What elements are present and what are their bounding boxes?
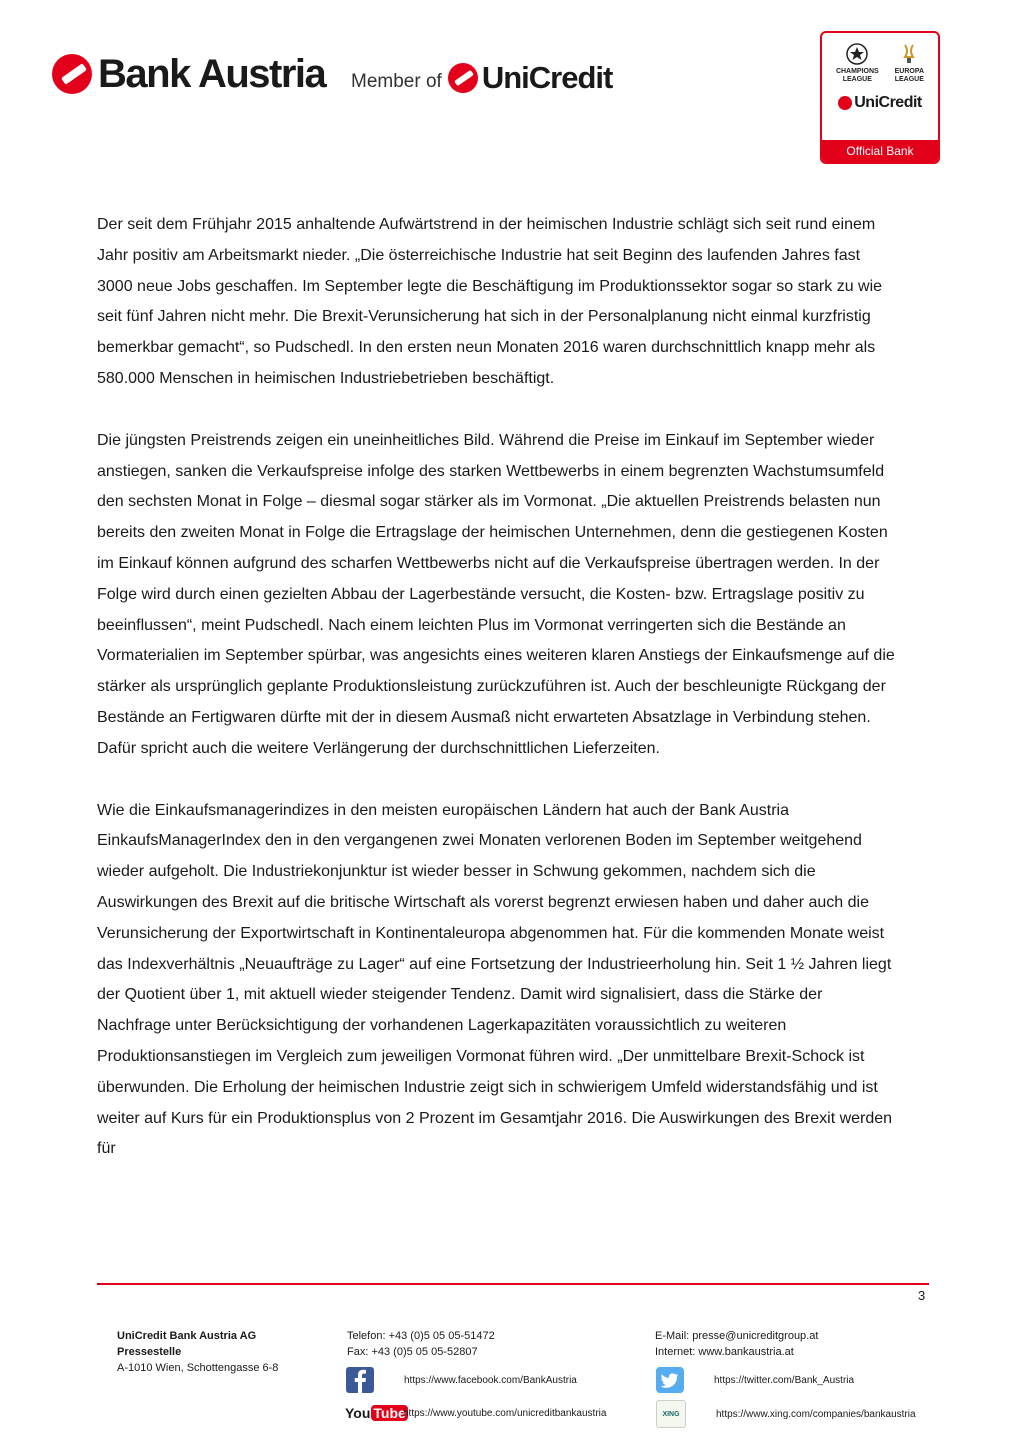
- email[interactable]: E-Mail: presse@unicreditgroup.at: [655, 1330, 819, 1342]
- twitter-link[interactable]: [656, 1367, 854, 1393]
- paragraph-1: Der seit dem Frühjahr 2015 anhaltende Aufwärtstrend in der heimischen Industrie schlägt sich seit rund einem Jahr positiv am Arbeitsmarkt nieder. „Die österreichische Industrie hat seit Beginn des laufenden Jahres fast 3000 neue Jobs geschaffen. Im September legte die Beschäftigung im Produktionssektor sogar so stark zu wie seit fünf Jahren nicht mehr. Die Brexit-Verunsicherung hat sich in der Personalplanung nicht einmal kurzfristig bemerkbar gemacht“, so Pudschedl. In den ersten neun Monaten 2016 waren durchschnittlich knapp mehr als 580.000 Menschen in heimischen Industriebetrieben beschäftigt.: [97, 216, 883, 387]
- xing-icon: XING: [656, 1400, 686, 1428]
- unicredit-mark-icon: [52, 54, 92, 94]
- facebook-icon: [346, 1367, 374, 1393]
- unicredit-mark-icon: [448, 63, 478, 93]
- phone: Telefon: +43 (0)5 05 05-51472: [347, 1330, 495, 1342]
- page-number: 3: [918, 1288, 926, 1303]
- star-ball-icon: [846, 43, 868, 65]
- address: A-1010 Wien, Schottengasse 6-8: [117, 1362, 279, 1374]
- youtube-url[interactable]: https://www.youtube.com/unicreditbankaustria: [403, 1407, 607, 1419]
- unicredit-mark-icon: [838, 96, 852, 110]
- member-name: UniCredit: [481, 60, 613, 95]
- youtube-icon: You Tube: [345, 1405, 406, 1421]
- twitter-icon: [656, 1367, 684, 1393]
- brand-name: Bank Austria: [98, 51, 326, 96]
- official-bank-badge: [820, 31, 940, 164]
- badge-official-bank: Official Bank: [822, 140, 938, 162]
- facebook-url[interactable]: https://www.facebook.com/BankAustria: [404, 1374, 577, 1386]
- twitter-url[interactable]: https://twitter.com/Bank_Austria: [714, 1374, 855, 1386]
- article-body: [97, 210, 897, 1196]
- badge-unicredit: UniCredit: [822, 94, 938, 112]
- trophy-icon: [898, 43, 920, 65]
- bank-austria-logo: [52, 52, 325, 96]
- xing-url[interactable]: https://www.xing.com/companies/bankaustria: [716, 1408, 916, 1420]
- champions-league-logo: CHAMPIONS LEAGUE: [836, 43, 879, 84]
- company-name: UniCredit Bank Austria AG: [117, 1330, 257, 1342]
- internet[interactable]: Internet: www.bankaustria.at: [655, 1346, 794, 1358]
- fax: Fax: +43 (0)5 05 05-52807: [347, 1346, 478, 1358]
- footer-address: [117, 1328, 278, 1376]
- member-of-label: Member of: [351, 71, 442, 92]
- paragraph-2: Die jüngsten Preistrends zeigen ein uneinheitliches Bild. Während die Preise im Einkauf im September wieder anstiegen, sanken die Verkaufspreise infolge des starken Wettbewerbs in einem begrenzten Wachstumsumfeld den sechsten Monat in Folge – diesmal sogar stärker als im Vormonat. „Die aktuellen Preistrends belasten nun bereits den zweiten Monat in Folge die Ertragslage der heimischen Unternehmen, denn die gestiegenen Kosten im Einkauf können aufgrund des scharfen Wettbewerbs nicht auf die Verkaufspreise übertragen werden. In der Folge wird durch einen gezielten Abbau der Lagerbestände versucht, die Kosten- bzw. Ertragslage positiv zu beeinflussen“, meint Pudschedl. Nach einem leichten Plus im Vormonat verringerten sich die Bestände an Vormaterialien im September spürbar, was angesichts eines weiteren klaren Anstiegs der Einkaufsmenge auf die stärker als ursprünglich geplante Produktionsleistung zurückzuführen ist. Auch der beschleunigte Rückgang der Bestände an Fertigwaren dürfte mit der in diesem Ausmaß nicht erwarteten Absatzlage in Verbindung stehen. Dafür spricht auch die weitere Verlängerung der durchschnittlichen Lieferzeiten.: [97, 431, 895, 757]
- xing-link[interactable]: [656, 1400, 916, 1428]
- footer-divider: [97, 1283, 929, 1285]
- department: Pressestelle: [117, 1346, 182, 1358]
- footer-phone: [347, 1328, 495, 1360]
- facebook-link[interactable]: [346, 1367, 577, 1393]
- member-of-unicredit: [351, 60, 612, 96]
- youtube-link[interactable]: [345, 1400, 606, 1426]
- paragraph-3: Wie die Einkaufsmanagerindizes in den meisten europäischen Ländern hat auch der Bank Austria EinkaufsManagerIndex den in den vergangenen zwei Monaten verlorenen Boden im September weitgehend wieder aufgeholt. Die Industriekonjunktur ist wieder besser in Schwung gekommen, nachdem sich die Auswirkungen des Brexit auf die britische Wirtschaft als vorerst begrenzt erwiesen haben und daher auch die Verunsicherung der Exportwirtschaft in Kontinentaleuropa abgenommen hat. Für die kommenden Monate weist das Indexverhältnis „Neuaufträge zu Lager“ auf eine Fortsetzung der Industrieerholung hin. Seit 1 ½ Jahren liegt der Quotient über 1, mit aktuell wieder steigender Tendenz. Damit wird signalisiert, dass die Stärke der Nachfrage unter Berücksichtigung der vorhandenen Lagerkapazitäten voraussichtlich zu weiteren Produktionsanstiegen im Vergleich zum jeweiligen Vormonat führen wird. „Der unmittelbare Brexit-Schock ist überwunden. Die Erholung der heimischen Industrie zeigt sich in schwierigem Umfeld widerstandsfähig und ist weiter auf Kurs für ein Produktionsplus von 2 Prozent im Gesamtjahr 2016. Die Auswirkungen des Brexit werden für: [97, 801, 893, 1158]
- europa-league-logo: EUROPA LEAGUE: [895, 43, 924, 84]
- footer-contact: [655, 1328, 818, 1360]
